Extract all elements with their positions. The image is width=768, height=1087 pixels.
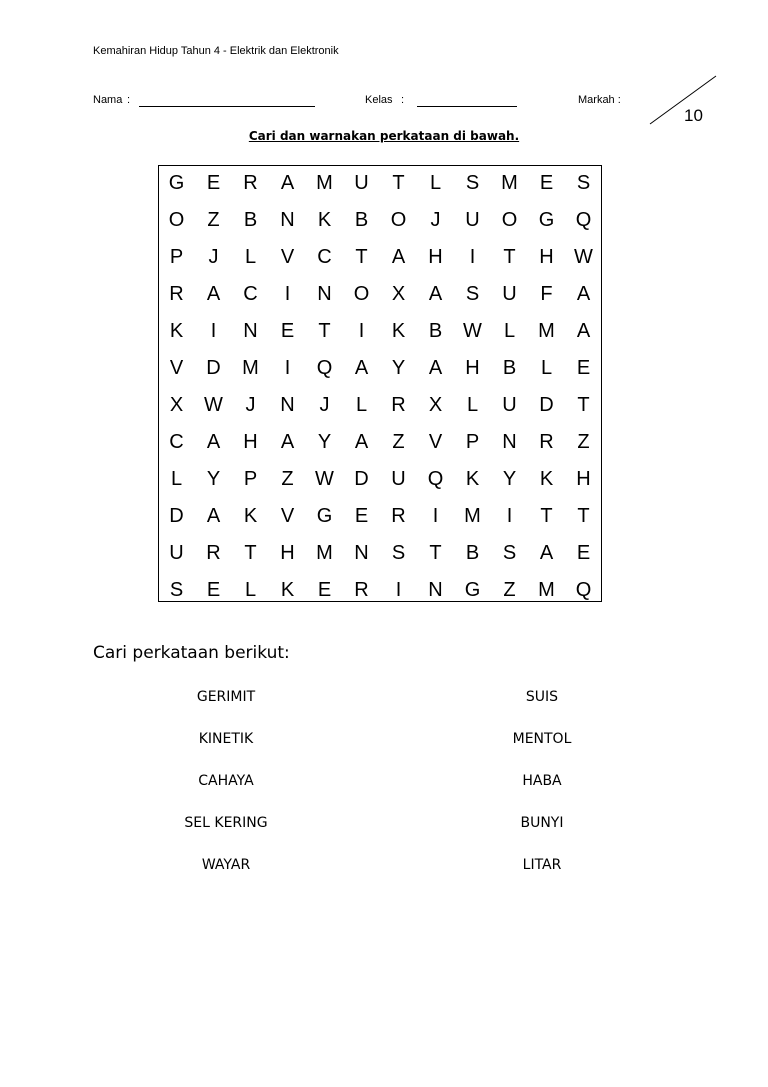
grid-cell[interactable]: I [432, 505, 439, 527]
grid-cell[interactable]: L [466, 394, 479, 416]
kelas-label: Kelas [365, 94, 393, 106]
grid-cell[interactable]: S [391, 542, 406, 564]
word-search-grid [158, 165, 602, 609]
grid-cell[interactable]: S [576, 172, 591, 194]
grid-cell[interactable]: R [243, 172, 258, 194]
grid-cell[interactable]: U [465, 209, 480, 231]
grid-cell[interactable]: Y [206, 468, 221, 490]
grid-cell[interactable]: A [206, 505, 221, 527]
grid-cell[interactable]: A [206, 283, 221, 305]
grid-cell[interactable]: C [169, 431, 184, 453]
grid-cell[interactable]: U [169, 542, 184, 564]
grid-cell[interactable]: Z [503, 579, 516, 601]
grid-cell[interactable]: A [354, 357, 369, 379]
grid-cell[interactable]: L [244, 246, 257, 268]
kelas-blank-line[interactable] [417, 106, 517, 107]
grid-cell[interactable]: T [577, 505, 590, 527]
grid-cell[interactable]: K [539, 468, 554, 490]
grid-row [158, 313, 602, 350]
grid-cell[interactable]: A [428, 357, 443, 379]
grid-cell[interactable]: T [392, 172, 405, 194]
grid-cell[interactable]: O [168, 209, 185, 231]
grid-cell[interactable]: W [315, 468, 334, 490]
grid-cell[interactable]: D [539, 394, 554, 416]
instruction-text [0, 129, 768, 143]
grid-cell[interactable]: B [502, 357, 517, 379]
grid-cell[interactable]: E [539, 172, 554, 194]
grid-cell[interactable]: J [319, 394, 330, 416]
grid-cell[interactable]: P [169, 246, 184, 268]
word-list-title: Cari perkataan berikut: [93, 643, 290, 663]
grid-cell[interactable]: Y [317, 431, 332, 453]
grid-cell[interactable]: O [353, 283, 370, 305]
grid-cell[interactable]: A [354, 431, 369, 453]
grid-cell[interactable]: H [465, 357, 480, 379]
grid-cell[interactable]: B [428, 320, 443, 342]
grid-cell[interactable]: E [206, 579, 221, 601]
grid-cell[interactable]: E [576, 542, 591, 564]
grid-cell[interactable]: A [576, 320, 591, 342]
grid-cell[interactable]: S [502, 542, 517, 564]
grid-cell[interactable]: M [316, 542, 333, 564]
grid-cell[interactable]: L [170, 468, 183, 490]
grid-cell[interactable]: P [243, 468, 258, 490]
grid-cell[interactable]: M [316, 172, 333, 194]
grid-cell[interactable]: P [465, 431, 480, 453]
grid-cell[interactable]: K [391, 320, 406, 342]
grid-cell[interactable]: X [169, 394, 184, 416]
grid-cell[interactable]: V [428, 431, 443, 453]
word-right-1: SUIS [525, 689, 559, 705]
markah-slash-line [648, 74, 718, 126]
grid-cell[interactable]: Q [427, 468, 444, 490]
markah-label: Markah : [578, 94, 621, 106]
grid-cell[interactable]: U [502, 394, 517, 416]
grid-cell[interactable]: B [465, 542, 480, 564]
grid-cell[interactable]: L [503, 320, 516, 342]
word-right-3: HABA [522, 773, 562, 789]
grid-cell[interactable]: T [318, 320, 331, 342]
grid-cell[interactable]: W [204, 394, 223, 416]
grid-row [158, 276, 602, 313]
grid-cell[interactable]: J [208, 246, 219, 268]
grid-cell[interactable]: I [358, 320, 365, 342]
grid-cell[interactable]: D [206, 357, 221, 379]
grid-cell[interactable]: T [429, 542, 442, 564]
grid-cell[interactable]: E [280, 320, 295, 342]
grid-cell[interactable]: T [355, 246, 368, 268]
student-info-row [93, 94, 653, 110]
grid-cell[interactable]: N [317, 283, 332, 305]
grid-row [158, 350, 602, 387]
grid-cell[interactable]: O [390, 209, 407, 231]
markah-total: 10 [684, 106, 703, 125]
grid-cell[interactable]: I [284, 357, 291, 379]
grid-cell[interactable]: N [428, 579, 443, 601]
grid-row [158, 165, 602, 202]
grid-cell[interactable]: C [317, 246, 332, 268]
grid-cell[interactable]: H [576, 468, 591, 490]
grid-cell[interactable]: A [206, 431, 221, 453]
grid-cell[interactable]: H [428, 246, 443, 268]
word-right-5: LITAR [522, 857, 562, 873]
grid-cell[interactable]: G [464, 579, 481, 601]
grid-cell[interactable]: I [506, 505, 513, 527]
grid-cell[interactable]: B [243, 209, 258, 231]
grid-cell[interactable]: X [391, 283, 406, 305]
grid-row [158, 572, 602, 609]
nama-label: Nama [93, 94, 123, 106]
grid-cell[interactable]: N [280, 394, 295, 416]
grid-cell[interactable]: A [391, 246, 406, 268]
grid-cell[interactable]: J [245, 394, 256, 416]
grid-cell[interactable]: N [354, 542, 369, 564]
grid-cell[interactable]: L [244, 579, 257, 601]
grid-cell[interactable]: G [316, 505, 333, 527]
grid-cell[interactable]: R [169, 283, 184, 305]
grid-cell[interactable]: A [539, 542, 554, 564]
grid-cell[interactable]: I [395, 579, 402, 601]
grid-cell[interactable]: Z [281, 468, 294, 490]
grid-cell[interactable]: E [576, 357, 591, 379]
grid-cell[interactable]: K [243, 505, 258, 527]
grid-cell[interactable]: S [465, 172, 480, 194]
grid-cell[interactable]: G [538, 209, 555, 231]
instruction-label: Cari dan warnakan perkataan di bawah. [248, 129, 520, 143]
grid-cell[interactable]: R [206, 542, 221, 564]
grid-cell[interactable]: Y [391, 357, 406, 379]
grid-cell[interactable]: U [391, 468, 406, 490]
grid-cell[interactable]: A [576, 283, 591, 305]
grid-cell[interactable]: X [428, 394, 443, 416]
grid-cell[interactable]: M [242, 357, 259, 379]
grid-cell[interactable]: I [469, 246, 476, 268]
grid-cell[interactable]: U [354, 172, 369, 194]
grid-cell[interactable]: Q [316, 357, 333, 379]
grid-cell[interactable]: N [280, 209, 295, 231]
grid-row [158, 202, 602, 239]
grid-cell[interactable]: Z [207, 209, 220, 231]
nama-colon: : [127, 94, 131, 106]
word-left-3: CAHAYA [198, 773, 254, 789]
grid-cell[interactable]: T [244, 542, 257, 564]
grid-row [158, 535, 602, 572]
grid-cell[interactable]: N [243, 320, 258, 342]
grid-cell[interactable]: K [317, 209, 332, 231]
worksheet-subtitle: Kemahiran Hidup Tahun 4 - Elektrik dan Elektronik [93, 45, 339, 57]
grid-row [158, 387, 602, 424]
grid-cell[interactable]: W [463, 320, 482, 342]
grid-row [158, 239, 602, 276]
grid-cell[interactable]: R [391, 394, 406, 416]
grid-cell[interactable]: C [243, 283, 258, 305]
grid-cell[interactable]: U [502, 283, 517, 305]
word-left-4: SEL KERING [184, 815, 268, 831]
grid-cell[interactable]: K [465, 468, 480, 490]
grid-cell[interactable]: W [574, 246, 593, 268]
grid-cell[interactable]: R [539, 431, 554, 453]
grid-cell[interactable]: M [501, 172, 518, 194]
grid-cell[interactable]: D [354, 468, 369, 490]
grid-cell[interactable]: D [169, 505, 184, 527]
grid-row [158, 498, 602, 535]
word-right-4: BUNYI [520, 815, 564, 831]
grid-cell[interactable]: I [210, 320, 217, 342]
grid-row [158, 461, 602, 498]
grid-cell[interactable]: L [355, 394, 368, 416]
grid-cell[interactable]: H [243, 431, 258, 453]
word-right-2: MENTOL [512, 731, 572, 747]
grid-cell[interactable]: H [280, 542, 295, 564]
grid-cell[interactable]: O [501, 209, 518, 231]
grid-cell[interactable]: T [503, 246, 516, 268]
grid-cell[interactable]: G [168, 172, 185, 194]
grid-cell[interactable]: K [169, 320, 184, 342]
grid-cell[interactable]: M [538, 320, 555, 342]
grid-cell[interactable]: M [538, 579, 555, 601]
grid-cell[interactable]: Q [575, 579, 592, 601]
grid-cell[interactable]: A [280, 172, 295, 194]
grid-cell[interactable]: N [502, 431, 517, 453]
grid-cell[interactable]: A [428, 283, 443, 305]
grid-cell[interactable]: I [284, 283, 291, 305]
word-left-1: GERIMIT [196, 689, 256, 705]
grid-cell[interactable]: J [430, 209, 441, 231]
grid-cell[interactable]: K [280, 579, 295, 601]
grid-cell[interactable]: E [354, 505, 369, 527]
grid-cell[interactable]: E [317, 579, 332, 601]
grid-cell[interactable]: V [280, 505, 295, 527]
grid-cell[interactable]: B [354, 209, 369, 231]
grid-cell[interactable]: R [354, 579, 369, 601]
word-left-2: KINETIK [198, 731, 254, 747]
grid-cell[interactable]: L [540, 357, 553, 379]
grid-cell[interactable]: T [577, 394, 590, 416]
grid-cell[interactable]: T [540, 505, 553, 527]
grid-cell[interactable]: S [465, 283, 480, 305]
grid-cell[interactable]: Q [575, 209, 592, 231]
grid-cell[interactable]: A [280, 431, 295, 453]
nama-blank-line[interactable] [139, 106, 315, 107]
grid-cell[interactable]: V [280, 246, 295, 268]
grid-cell[interactable]: Y [502, 468, 517, 490]
grid-cell[interactable]: M [464, 505, 481, 527]
kelas-colon: : [401, 94, 405, 106]
word-left-5: WAYAR [201, 857, 251, 873]
grid-row [158, 424, 602, 461]
grid-cell[interactable]: Z [392, 431, 405, 453]
grid-cell[interactable]: R [391, 505, 406, 527]
grid-cell[interactable]: E [206, 172, 221, 194]
grid-cell[interactable]: L [429, 172, 442, 194]
grid-cell[interactable]: S [169, 579, 184, 601]
grid-cell[interactable]: V [169, 357, 184, 379]
grid-cell[interactable]: H [539, 246, 554, 268]
grid-cell[interactable]: Z [577, 431, 590, 453]
grid-cell[interactable]: F [540, 283, 553, 305]
